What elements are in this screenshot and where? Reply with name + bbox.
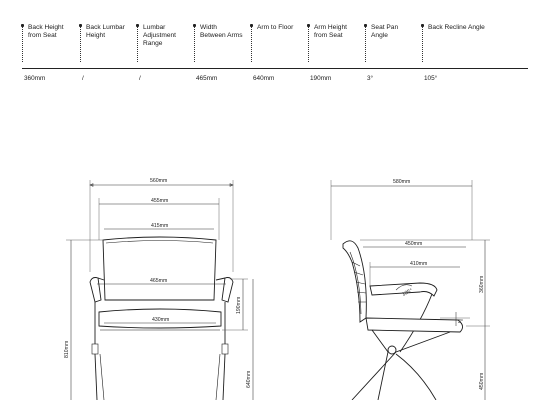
dim-arm-height: 190mm: [236, 296, 242, 314]
spec-value: /: [82, 75, 84, 82]
spec-value: 105°: [424, 75, 438, 82]
dim-between-arms: 465mm: [150, 278, 168, 284]
spec-value: 640mm: [253, 75, 275, 82]
dim-overall-width: 560mm: [150, 178, 168, 184]
dim-overall-depth: 580mm: [393, 179, 411, 185]
dim-seat-width: 430mm: [152, 317, 170, 323]
dim-arm-to-floor: 640mm: [246, 370, 252, 388]
dim-arm-length: 410mm: [410, 261, 428, 267]
spec-value: 465mm: [196, 75, 218, 82]
spec-value: /: [139, 75, 141, 82]
dim-back-width: 455mm: [151, 198, 169, 204]
dim-overall-height: 810mm: [64, 340, 70, 358]
front-view-drawing: [64, 178, 253, 400]
spec-value: 360mm: [24, 75, 46, 82]
angle-recline: 105°: [401, 287, 414, 298]
side-view-drawing: [331, 179, 490, 400]
spec-header: Width Between Arms: [200, 24, 243, 40]
spec-header: Back Height from Seat: [28, 24, 64, 40]
spec-header: Arm to Floor: [257, 24, 294, 31]
dim-seat-depth: 450mm: [405, 241, 423, 247]
dim-seat-height: 450mm: [479, 372, 485, 390]
spec-header: Back Lumbar Height: [86, 24, 125, 40]
spec-header: Back Recline Angle: [428, 24, 485, 31]
dim-back-height: 360mm: [479, 275, 485, 293]
dim-back-inner: 415mm: [151, 223, 169, 229]
spec-header: Arm Height from Seat: [314, 24, 347, 40]
angle-seat: 3°: [458, 319, 463, 325]
spec-header: Lumbar Adjustment Range: [143, 24, 176, 48]
spec-value: 3°: [367, 75, 374, 82]
spec-value: 190mm: [310, 75, 332, 82]
spec-header: Seat Pan Angle: [371, 24, 399, 40]
